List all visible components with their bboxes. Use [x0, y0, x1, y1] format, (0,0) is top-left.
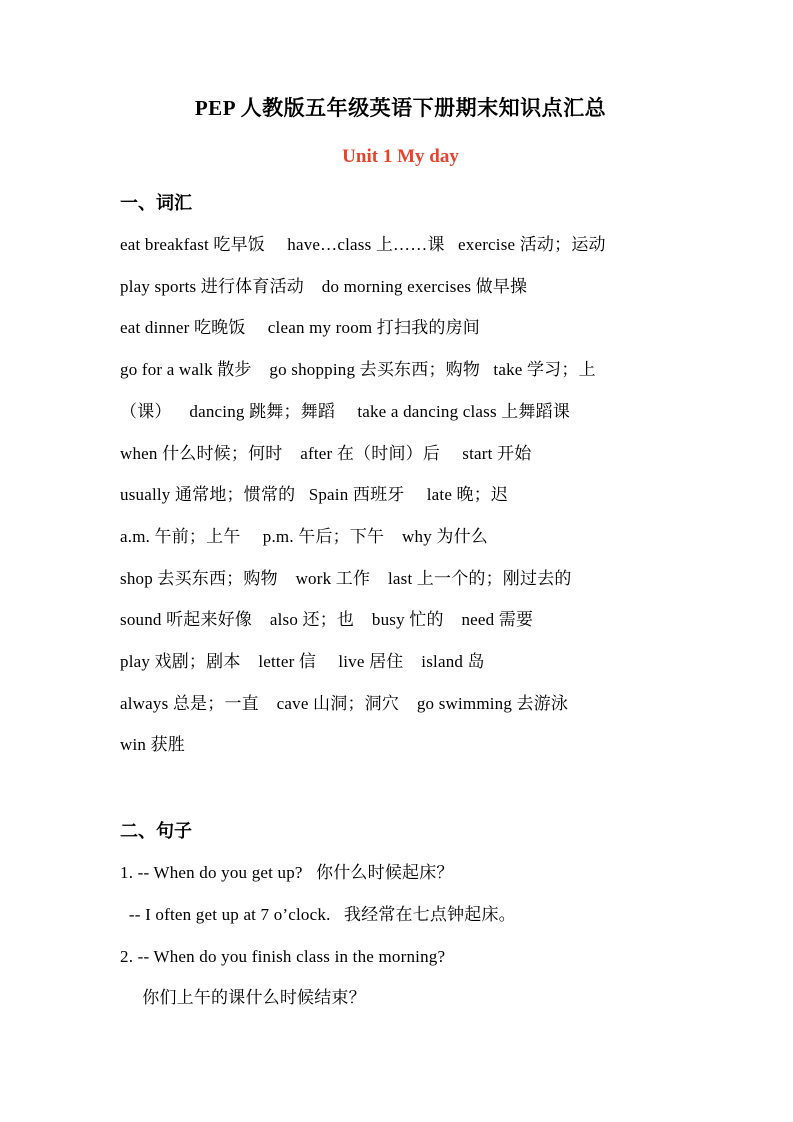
document-title: PEP 人教版五年级英语下册期末知识点汇总	[194, 96, 607, 120]
sentences-section	[120, 810, 681, 1019]
vocab-line: usually 通常地；惯常的 Spain 西班牙 late 晚；迟	[120, 485, 509, 505]
sentence-line: 1. -- When do you get up? 你什么时候起床？	[120, 863, 454, 883]
vocab-line: eat breakfast 吃早饭 have…class 上……课 exercise 活动；运动	[120, 235, 606, 254]
vocab-line: always 总是；一直 cave 山洞；洞穴 go swimming 去游泳	[120, 693, 569, 713]
unit-subtitle: Unit 1 My day	[342, 146, 459, 167]
vocab-line: play 戏剧；剧本 letter 信 live 居住 island 岛	[120, 652, 485, 672]
sentences-section-heading: 二、句子	[120, 821, 192, 842]
vocab-line: （课） dancing 跳舞；舞蹈 take a dancing class 上舞蹈课	[120, 401, 571, 421]
sentence-line: 2. -- When do you finish class in the morning?	[120, 946, 446, 966]
vocab-line: when 什么时候；何时 after 在（时间）后 start 开始	[120, 443, 532, 463]
sentence-lines	[120, 852, 681, 1019]
vocab-section-heading: 一、词汇	[120, 193, 192, 213]
vocab-line: sound 听起来好像 also 还；也 busy 忙的 need 需要	[120, 610, 534, 630]
vocab-line: win 获胜	[120, 735, 185, 755]
vocab-section	[120, 182, 681, 766]
sentence-line: -- I often get up at 7 o’clock. 我经常在七点钟起床。	[120, 904, 516, 924]
sentence-line: 你们上午的课什么时候结束？	[120, 988, 366, 1008]
vocab-line: a.m. 午前；上午 p.m. 午后；下午 why 为什么	[120, 526, 488, 546]
vocab-line: shop 去买东西；购物 work 工作 last 上一个的；刚过去的	[120, 568, 572, 588]
vocab-line: go for a walk 散步 go shopping 去买东西；购物 take 学习；上	[120, 360, 596, 380]
vocab-line: eat dinner 吃晚饭 clean my room 打扫我的房间	[120, 318, 481, 338]
vocab-line: play sports 进行体育活动 do morning exercises 做早操	[120, 276, 528, 296]
vocab-lines	[120, 224, 681, 766]
